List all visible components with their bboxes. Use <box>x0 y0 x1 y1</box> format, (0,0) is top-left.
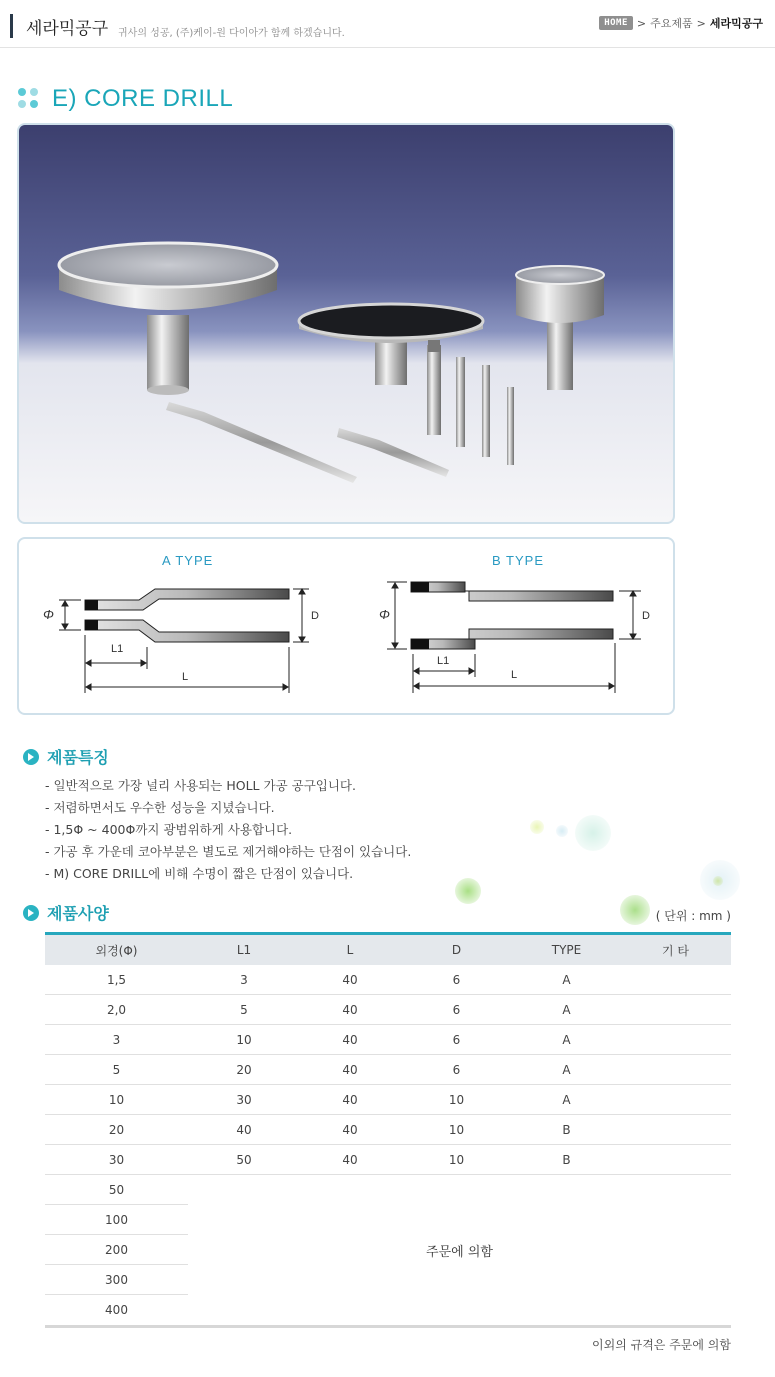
table-cell: 40 <box>342 1062 358 1077</box>
features-heading <box>23 745 109 768</box>
table-cell: A <box>562 1092 571 1107</box>
table-cell: 30 <box>108 1152 125 1167</box>
table-cell: 20 <box>108 1122 125 1137</box>
table-cell <box>620 1055 731 1084</box>
table-cell: 3 <box>240 972 248 987</box>
table-bottom-rule <box>45 1325 731 1328</box>
table-cell: A <box>562 1002 571 1017</box>
table-cell: 10 <box>236 1032 252 1047</box>
order-by-request-text: 주문에 의함 <box>426 1244 493 1260</box>
table-cell: 40 <box>342 1032 358 1047</box>
table-cell: A <box>562 1062 571 1077</box>
table-cell: 1,5 <box>106 972 127 987</box>
table-row <box>45 965 731 995</box>
product-photo <box>17 123 675 524</box>
type-diagram <box>17 537 675 715</box>
table-cell <box>620 1085 731 1114</box>
specs-heading <box>23 901 109 924</box>
table-row <box>45 995 731 1025</box>
table-cell <box>620 1025 731 1054</box>
table-cell: 40 <box>342 1122 358 1137</box>
drill-dimension-drawing <box>19 539 673 713</box>
feature-item: - 1,5Φ ~ 400Φ까지 광범위하게 사용합니다. <box>45 822 293 837</box>
table-cell: 10 <box>448 1152 465 1167</box>
decorative-bubble <box>575 815 611 851</box>
table-cell <box>620 1115 731 1144</box>
b-l-label: L <box>511 669 518 681</box>
table-row <box>45 1085 731 1115</box>
b-type-label: B TYPE <box>492 553 545 568</box>
order-size-cell: 200 <box>45 1235 188 1265</box>
table-cell: 30 <box>236 1092 252 1107</box>
b-shank-d-label: D <box>642 610 650 622</box>
table-cell: 10 <box>448 1092 465 1107</box>
order-size-cell: 50 <box>45 1175 188 1205</box>
table-row <box>45 1115 731 1145</box>
table-row <box>45 1055 731 1085</box>
table-cell: 5 <box>240 1002 248 1017</box>
table-cell: 5 <box>112 1062 121 1077</box>
b-diameter-label: Φ <box>379 607 390 622</box>
decorative-bubble <box>556 825 568 837</box>
breadcrumb-home-link[interactable]: HOME <box>599 16 633 30</box>
breadcrumb-separator: > <box>696 16 706 30</box>
table-cell: 50 <box>236 1152 252 1167</box>
specs-heading-text: 제품사양 <box>47 904 109 923</box>
feature-item: - 일반적으로 가장 널리 사용되는 HOLL 가공 공구입니다. <box>45 778 356 793</box>
features-list <box>45 775 411 885</box>
table-cell <box>620 995 731 1024</box>
a-type-label: A TYPE <box>162 553 214 568</box>
table-cell: 2,0 <box>106 1002 127 1017</box>
unit-label: ( 단위 : mm ) <box>655 909 731 923</box>
decorative-bubble <box>620 895 650 925</box>
table-cell: 3 <box>112 1032 121 1047</box>
decorative-bubble <box>713 876 723 886</box>
decorative-bubble <box>455 878 481 904</box>
table-cell: A <box>562 1032 571 1047</box>
breadcrumb-item-products[interactable]: 주요제품 <box>650 17 693 30</box>
custom-order-rows <box>45 1175 731 1325</box>
table-cell: A <box>562 972 571 987</box>
column-header: 기 타 <box>662 943 689 958</box>
table-cell: 40 <box>342 1092 358 1107</box>
section-title <box>18 84 233 114</box>
a-l-label: L <box>182 671 189 683</box>
column-header: L1 <box>236 943 252 957</box>
table-cell: 10 <box>448 1122 465 1137</box>
b-l1-label: L1 <box>437 655 450 667</box>
column-header: TYPE <box>551 943 582 957</box>
section-title-text: E) CORE DRILL <box>52 85 234 112</box>
feature-item: - M) CORE DRILL에 비해 수명이 짧은 단점이 있습니다. <box>45 866 354 881</box>
a-l1-label: L1 <box>111 643 124 655</box>
arrow-circle-icon <box>23 905 39 921</box>
decorative-bubble <box>530 820 544 834</box>
table-header <box>45 932 731 965</box>
dots-icon <box>18 88 40 110</box>
page-header <box>0 0 775 48</box>
table-cell: 40 <box>342 1152 358 1167</box>
column-header: 외경(Φ) <box>95 943 138 958</box>
breadcrumb-current: 세라믹공구 <box>709 17 763 30</box>
feature-item: - 가공 후 가운데 코아부분은 별도로 제거해야하는 단점이 있습니다. <box>45 844 412 859</box>
table-cell <box>620 1145 731 1174</box>
order-size-cell: 300 <box>45 1265 188 1295</box>
page-category-title: 세라믹공구 <box>26 19 109 39</box>
table-cell <box>620 965 731 994</box>
features-heading-text: 제품특징 <box>47 748 109 767</box>
order-size-cell: 100 <box>45 1205 188 1235</box>
spec-table <box>45 932 731 1328</box>
column-header: L <box>346 943 354 957</box>
header-accent-bar <box>10 14 13 38</box>
table-cell: 20 <box>236 1062 252 1077</box>
arrow-circle-icon <box>23 749 39 765</box>
spec-note: 이외의 규격은 주문에 의함 <box>592 1338 731 1352</box>
a-diameter-label: Φ <box>43 607 54 622</box>
table-cell: 40 <box>236 1122 252 1137</box>
table-cell: 10 <box>108 1092 125 1107</box>
breadcrumb <box>599 15 763 31</box>
table-cell: B <box>562 1122 571 1137</box>
table-cell: 6 <box>452 972 461 987</box>
order-size-cell: 400 <box>105 1303 128 1317</box>
breadcrumb-separator: > <box>636 16 647 30</box>
table-cell: 6 <box>452 1002 461 1017</box>
column-header: D <box>451 943 462 957</box>
feature-item: - 저렴하면서도 우수한 성능을 지녔습니다. <box>45 800 275 815</box>
table-cell: 6 <box>452 1032 461 1047</box>
table-cell: B <box>562 1152 571 1167</box>
a-shank-d-label: D <box>311 610 319 622</box>
company-slogan: 귀사의 성공, (주)케이-원 다이아가 함께 하겠습니다. <box>118 28 345 39</box>
table-row <box>45 1145 731 1175</box>
table-cell: 6 <box>452 1062 461 1077</box>
table-row <box>45 1025 731 1055</box>
table-cell: 40 <box>342 972 358 987</box>
table-cell: 40 <box>342 1002 358 1017</box>
